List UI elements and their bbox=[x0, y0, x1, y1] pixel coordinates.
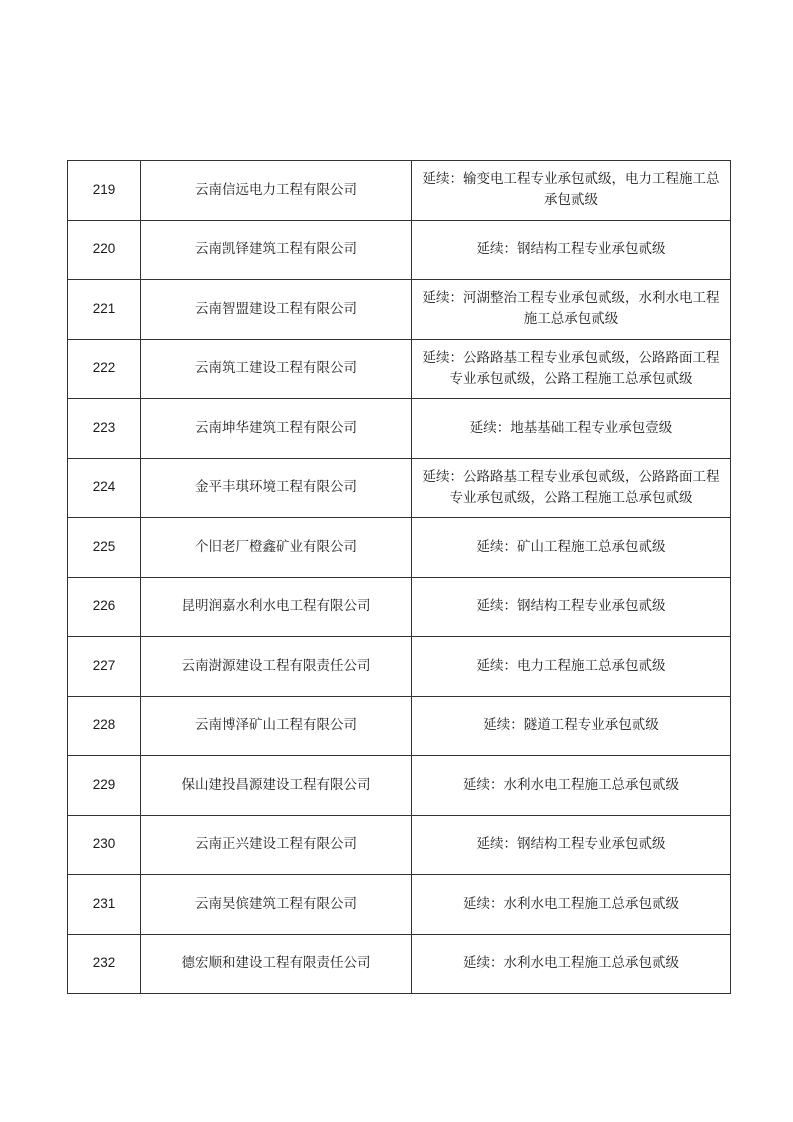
company-name: 云南澍源建设工程有限责任公司 bbox=[141, 637, 412, 697]
table-row bbox=[68, 756, 731, 816]
table-row bbox=[68, 339, 731, 399]
company-name: 金平丰琪环境工程有限公司 bbox=[141, 458, 412, 518]
company-name: 德宏顺和建设工程有限责任公司 bbox=[141, 934, 412, 994]
row-number: 226 bbox=[68, 577, 141, 637]
table-row bbox=[68, 399, 731, 459]
row-number: 229 bbox=[68, 756, 141, 816]
qualification-scope: 延续：钢结构工程专业承包贰级 bbox=[412, 815, 731, 875]
row-number: 227 bbox=[68, 637, 141, 697]
table-row bbox=[68, 696, 731, 756]
company-name: 保山建投昌源建设工程有限公司 bbox=[141, 756, 412, 816]
row-number: 230 bbox=[68, 815, 141, 875]
table-row bbox=[68, 875, 731, 935]
qualification-scope: 延续：地基基础工程专业承包壹级 bbox=[412, 399, 731, 459]
qualification-scope: 延续：钢结构工程专业承包贰级 bbox=[412, 577, 731, 637]
company-name: 昆明润嘉水利水电工程有限公司 bbox=[141, 577, 412, 637]
qualification-scope: 延续：矿山工程施工总承包贰级 bbox=[412, 518, 731, 578]
company-name: 云南昊傧建筑工程有限公司 bbox=[141, 875, 412, 935]
row-number: 222 bbox=[68, 339, 141, 399]
row-number: 221 bbox=[68, 280, 141, 340]
qualification-scope: 延续：电力工程施工总承包贰级 bbox=[412, 637, 731, 697]
qualification-scope: 延续：公路路基工程专业承包贰级，公路路面工程专业承包贰级，公路工程施工总承包贰级 bbox=[412, 458, 731, 518]
company-name: 云南信远电力工程有限公司 bbox=[141, 161, 412, 221]
row-number: 228 bbox=[68, 696, 141, 756]
row-number: 219 bbox=[68, 161, 141, 221]
table-row bbox=[68, 280, 731, 340]
table-row bbox=[68, 934, 731, 994]
row-number: 220 bbox=[68, 220, 141, 280]
company-name: 云南正兴建设工程有限公司 bbox=[141, 815, 412, 875]
qualification-scope: 延续：水利水电工程施工总承包贰级 bbox=[412, 934, 731, 994]
company-name: 云南凯铎建筑工程有限公司 bbox=[141, 220, 412, 280]
qualification-scope: 延续：钢结构工程专业承包贰级 bbox=[412, 220, 731, 280]
table-row bbox=[68, 220, 731, 280]
table-row bbox=[68, 637, 731, 697]
qualification-table bbox=[67, 160, 731, 994]
company-name: 云南智盟建设工程有限公司 bbox=[141, 280, 412, 340]
row-number: 224 bbox=[68, 458, 141, 518]
qualification-scope: 延续：水利水电工程施工总承包贰级 bbox=[412, 756, 731, 816]
table-row bbox=[68, 577, 731, 637]
row-number: 232 bbox=[68, 934, 141, 994]
qualification-scope: 延续：输变电工程专业承包贰级，电力工程施工总承包贰级 bbox=[412, 161, 731, 221]
qualification-scope: 延续：河湖整治工程专业承包贰级，水利水电工程施工总承包贰级 bbox=[412, 280, 731, 340]
table-row bbox=[68, 161, 731, 221]
qualification-scope: 延续：水利水电工程施工总承包贰级 bbox=[412, 875, 731, 935]
qualification-scope: 延续：公路路基工程专业承包贰级，公路路面工程专业承包贰级，公路工程施工总承包贰级 bbox=[412, 339, 731, 399]
table-row bbox=[68, 458, 731, 518]
company-name: 云南筑工建设工程有限公司 bbox=[141, 339, 412, 399]
row-number: 223 bbox=[68, 399, 141, 459]
company-name: 云南博泽矿山工程有限公司 bbox=[141, 696, 412, 756]
table-row bbox=[68, 518, 731, 578]
table-row bbox=[68, 815, 731, 875]
qualification-scope: 延续：隧道工程专业承包贰级 bbox=[412, 696, 731, 756]
company-name: 云南坤华建筑工程有限公司 bbox=[141, 399, 412, 459]
row-number: 231 bbox=[68, 875, 141, 935]
row-number: 225 bbox=[68, 518, 141, 578]
company-name: 个旧老厂橙鑫矿业有限公司 bbox=[141, 518, 412, 578]
